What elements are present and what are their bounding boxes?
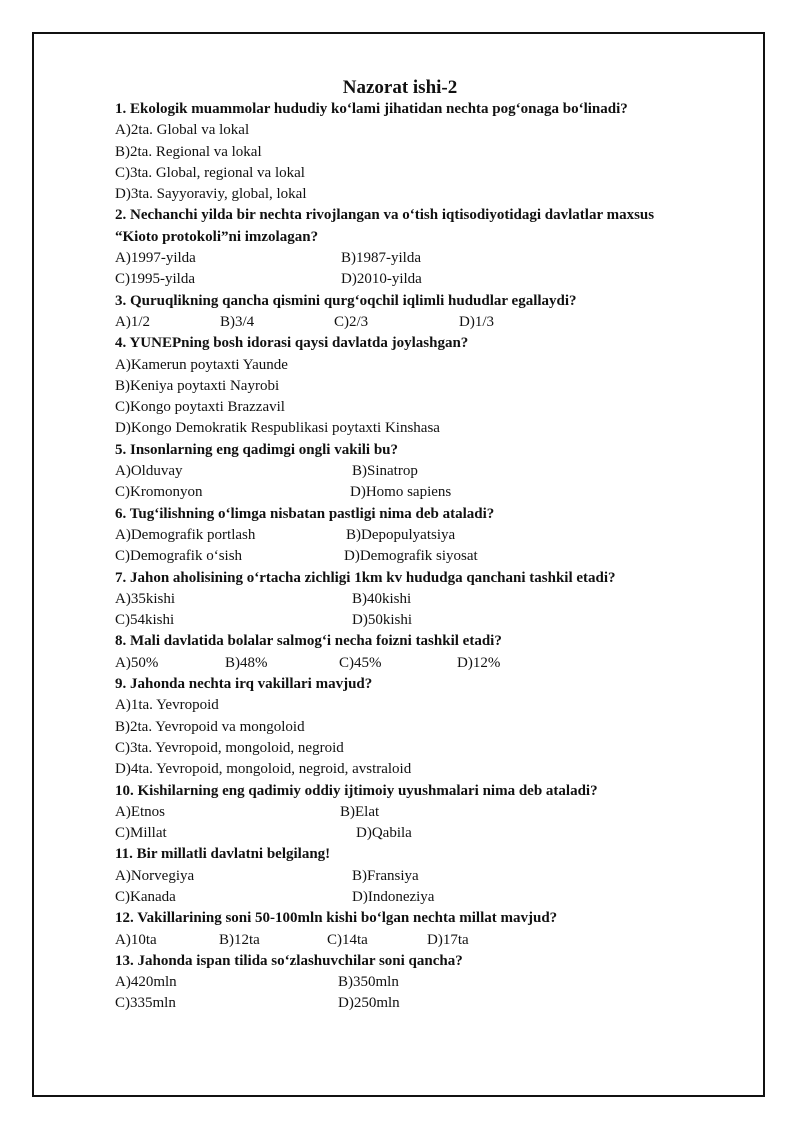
question-1: 1. Ekologik muammolar hududiy ko‘lami jihatidan nechta pog‘onaga bo‘linadi? xyxy=(115,101,628,117)
question-6-option-b: B)Depopulyatsiya xyxy=(346,526,456,543)
question-7-option-b: B)40kishi xyxy=(352,590,412,607)
question-11: 11. Bir millatli davlatni belgilang! xyxy=(115,846,331,863)
question-7-options-row-1 xyxy=(115,589,735,610)
question-13-option-d: D)250mln xyxy=(338,995,400,1012)
question-8-option-b: B)48% xyxy=(225,654,268,671)
question-3-option-b: B)3/4 xyxy=(220,313,255,330)
page-title: Nazorat ishi-2 xyxy=(342,77,458,98)
question-9-option-a: A)1ta. Yevropoid xyxy=(115,697,219,714)
question-6-options-row-1 xyxy=(115,525,735,546)
question-12-option-a: A)10ta xyxy=(115,931,157,948)
question-12-options-row xyxy=(115,930,735,951)
question-7-option-d: D)50kishi xyxy=(352,612,412,629)
question-3-option-a: A)1/2 xyxy=(115,313,150,330)
question-6: 6. Tug‘ilishning o‘limga nisbatan pastligi nima deb ataladi? xyxy=(115,505,495,522)
question-13-options-row-1 xyxy=(115,972,735,993)
question-2-option-c: C)1995-yilda xyxy=(115,271,195,288)
question-9-option-d: D)4ta. Yevropoid, mongoloid, negroid, avstraloid xyxy=(115,761,412,778)
question-2-option-a: A)1997-yilda xyxy=(115,250,196,267)
question-10-option-a: A)Etnos xyxy=(115,803,165,820)
question-2-option-d: D)2010-yilda xyxy=(341,271,422,288)
question-10-option-b: B)Elat xyxy=(340,803,380,820)
question-7: 7. Jahon aholisining o‘rtacha zichligi 1km kv hududga qanchani tashkil etadi? xyxy=(115,569,616,586)
question-13-option-b: B)350mln xyxy=(338,974,399,991)
question-5-option-c: C)Kromonyon xyxy=(115,484,203,501)
question-2-line-2: “Kioto protokoli”ni imzolagan? xyxy=(115,228,319,245)
question-4-option-a: A)Kamerun poytaxti Yaunde xyxy=(115,356,288,373)
question-8-options-row xyxy=(115,653,735,674)
question-10-options-row-1 xyxy=(115,802,735,823)
question-2-line-1: 2. Nechanchi yilda bir nechta rivojlangan va o‘tish iqtisodiyotidagi davlatlar maxsus xyxy=(115,207,655,224)
question-3-options-row xyxy=(115,312,735,333)
question-6-option-d: D)Demografik siyosat xyxy=(344,548,478,565)
quiz-content xyxy=(115,99,735,1015)
question-11-option-d: D)Indoneziya xyxy=(352,888,435,905)
question-1-option-c: C)3ta. Global, regional va lokal xyxy=(115,164,305,181)
question-3: 3. Quruqlikning qancha qismini qurg‘oqchil iqlimli hududlar egallaydi? xyxy=(115,292,577,309)
question-10-options-row-2 xyxy=(115,823,735,844)
question-12-option-c: C)14ta xyxy=(327,931,368,948)
question-1-option-d: D)3ta. Sayyoraviy, global, lokal xyxy=(115,186,307,203)
question-11-option-c: C)Kanada xyxy=(115,888,176,905)
question-11-options-row-1 xyxy=(115,866,735,887)
question-12-option-b: B)12ta xyxy=(219,931,260,948)
question-9-option-b: B)2ta. Yevropoid va mongoloid xyxy=(115,718,305,735)
question-5-options-row-1 xyxy=(115,461,735,482)
question-2-options-row-2 xyxy=(115,269,735,290)
question-2-option-b: B)1987-yilda xyxy=(341,250,421,267)
question-13-option-a: A)420mln xyxy=(115,974,177,991)
question-8: 8. Mali davlatida bolalar salmog‘i necha foizni tashkil etadi? xyxy=(115,633,502,650)
question-9: 9. Jahonda nechta irq vakillari mavjud? xyxy=(115,676,373,693)
question-3-option-d: D)1/3 xyxy=(459,313,494,330)
question-6-option-a: A)Demografik portlash xyxy=(115,526,256,543)
question-8-option-c: C)45% xyxy=(339,654,382,671)
question-12: 12. Vakillarining soni 50-100mln kishi bo‘lgan nechta millat mavjud? xyxy=(115,910,558,927)
question-13: 13. Jahonda ispan tilida so‘zlashuvchilar soni qancha? xyxy=(115,952,463,969)
question-4-option-c: C)Kongo poytaxti Brazzavil xyxy=(115,399,285,416)
question-9-option-c: C)3ta. Yevropoid, mongoloid, negroid xyxy=(115,739,344,756)
question-7-option-a: A)35kishi xyxy=(115,590,175,607)
question-10: 10. Kishilarning eng qadimiy oddiy ijtimoiy uyushmalari nima deb ataladi? xyxy=(115,782,598,799)
question-11-option-a: A)Norvegiya xyxy=(115,867,195,884)
question-10-option-c: C)Millat xyxy=(115,825,167,842)
question-6-options-row-2 xyxy=(115,546,735,567)
question-11-option-b: B)Fransiya xyxy=(352,867,419,884)
question-4-option-d: D)Kongo Demokratik Respublikasi poytaxti Kinshasa xyxy=(115,420,440,437)
question-13-option-c: C)335mln xyxy=(115,995,176,1012)
question-12-option-d: D)17ta xyxy=(427,931,469,948)
question-2-options-row-1 xyxy=(115,248,735,269)
question-5-options-row-2 xyxy=(115,482,735,503)
question-5-option-b: B)Sinatrop xyxy=(352,463,418,480)
question-3-option-c: C)2/3 xyxy=(334,313,369,330)
question-4-option-b: B)Keniya poytaxti Nayrobi xyxy=(115,377,280,394)
question-1-option-b: B)2ta. Regional va lokal xyxy=(115,143,262,160)
question-7-options-row-2 xyxy=(115,610,735,631)
question-10-option-d: D)Qabila xyxy=(356,825,412,842)
question-6-option-c: C)Demografik o‘sish xyxy=(115,548,243,565)
question-5-option-a: A)Olduvay xyxy=(115,463,183,480)
question-1-option-a: A)2ta. Global va lokal xyxy=(115,122,250,139)
question-5: 5. Insonlarning eng qadimgi ongli vakili bu? xyxy=(115,441,399,458)
question-8-option-a: A)50% xyxy=(115,654,159,671)
question-7-option-c: C)54kishi xyxy=(115,612,175,629)
question-5-option-d: D)Homo sapiens xyxy=(350,484,452,501)
question-4: 4. YUNEPning bosh idorasi qaysi davlatda joylashgan? xyxy=(115,335,469,352)
question-11-options-row-2 xyxy=(115,887,735,908)
question-13-options-row-2 xyxy=(115,993,735,1014)
question-8-option-d: D)12% xyxy=(457,654,501,671)
